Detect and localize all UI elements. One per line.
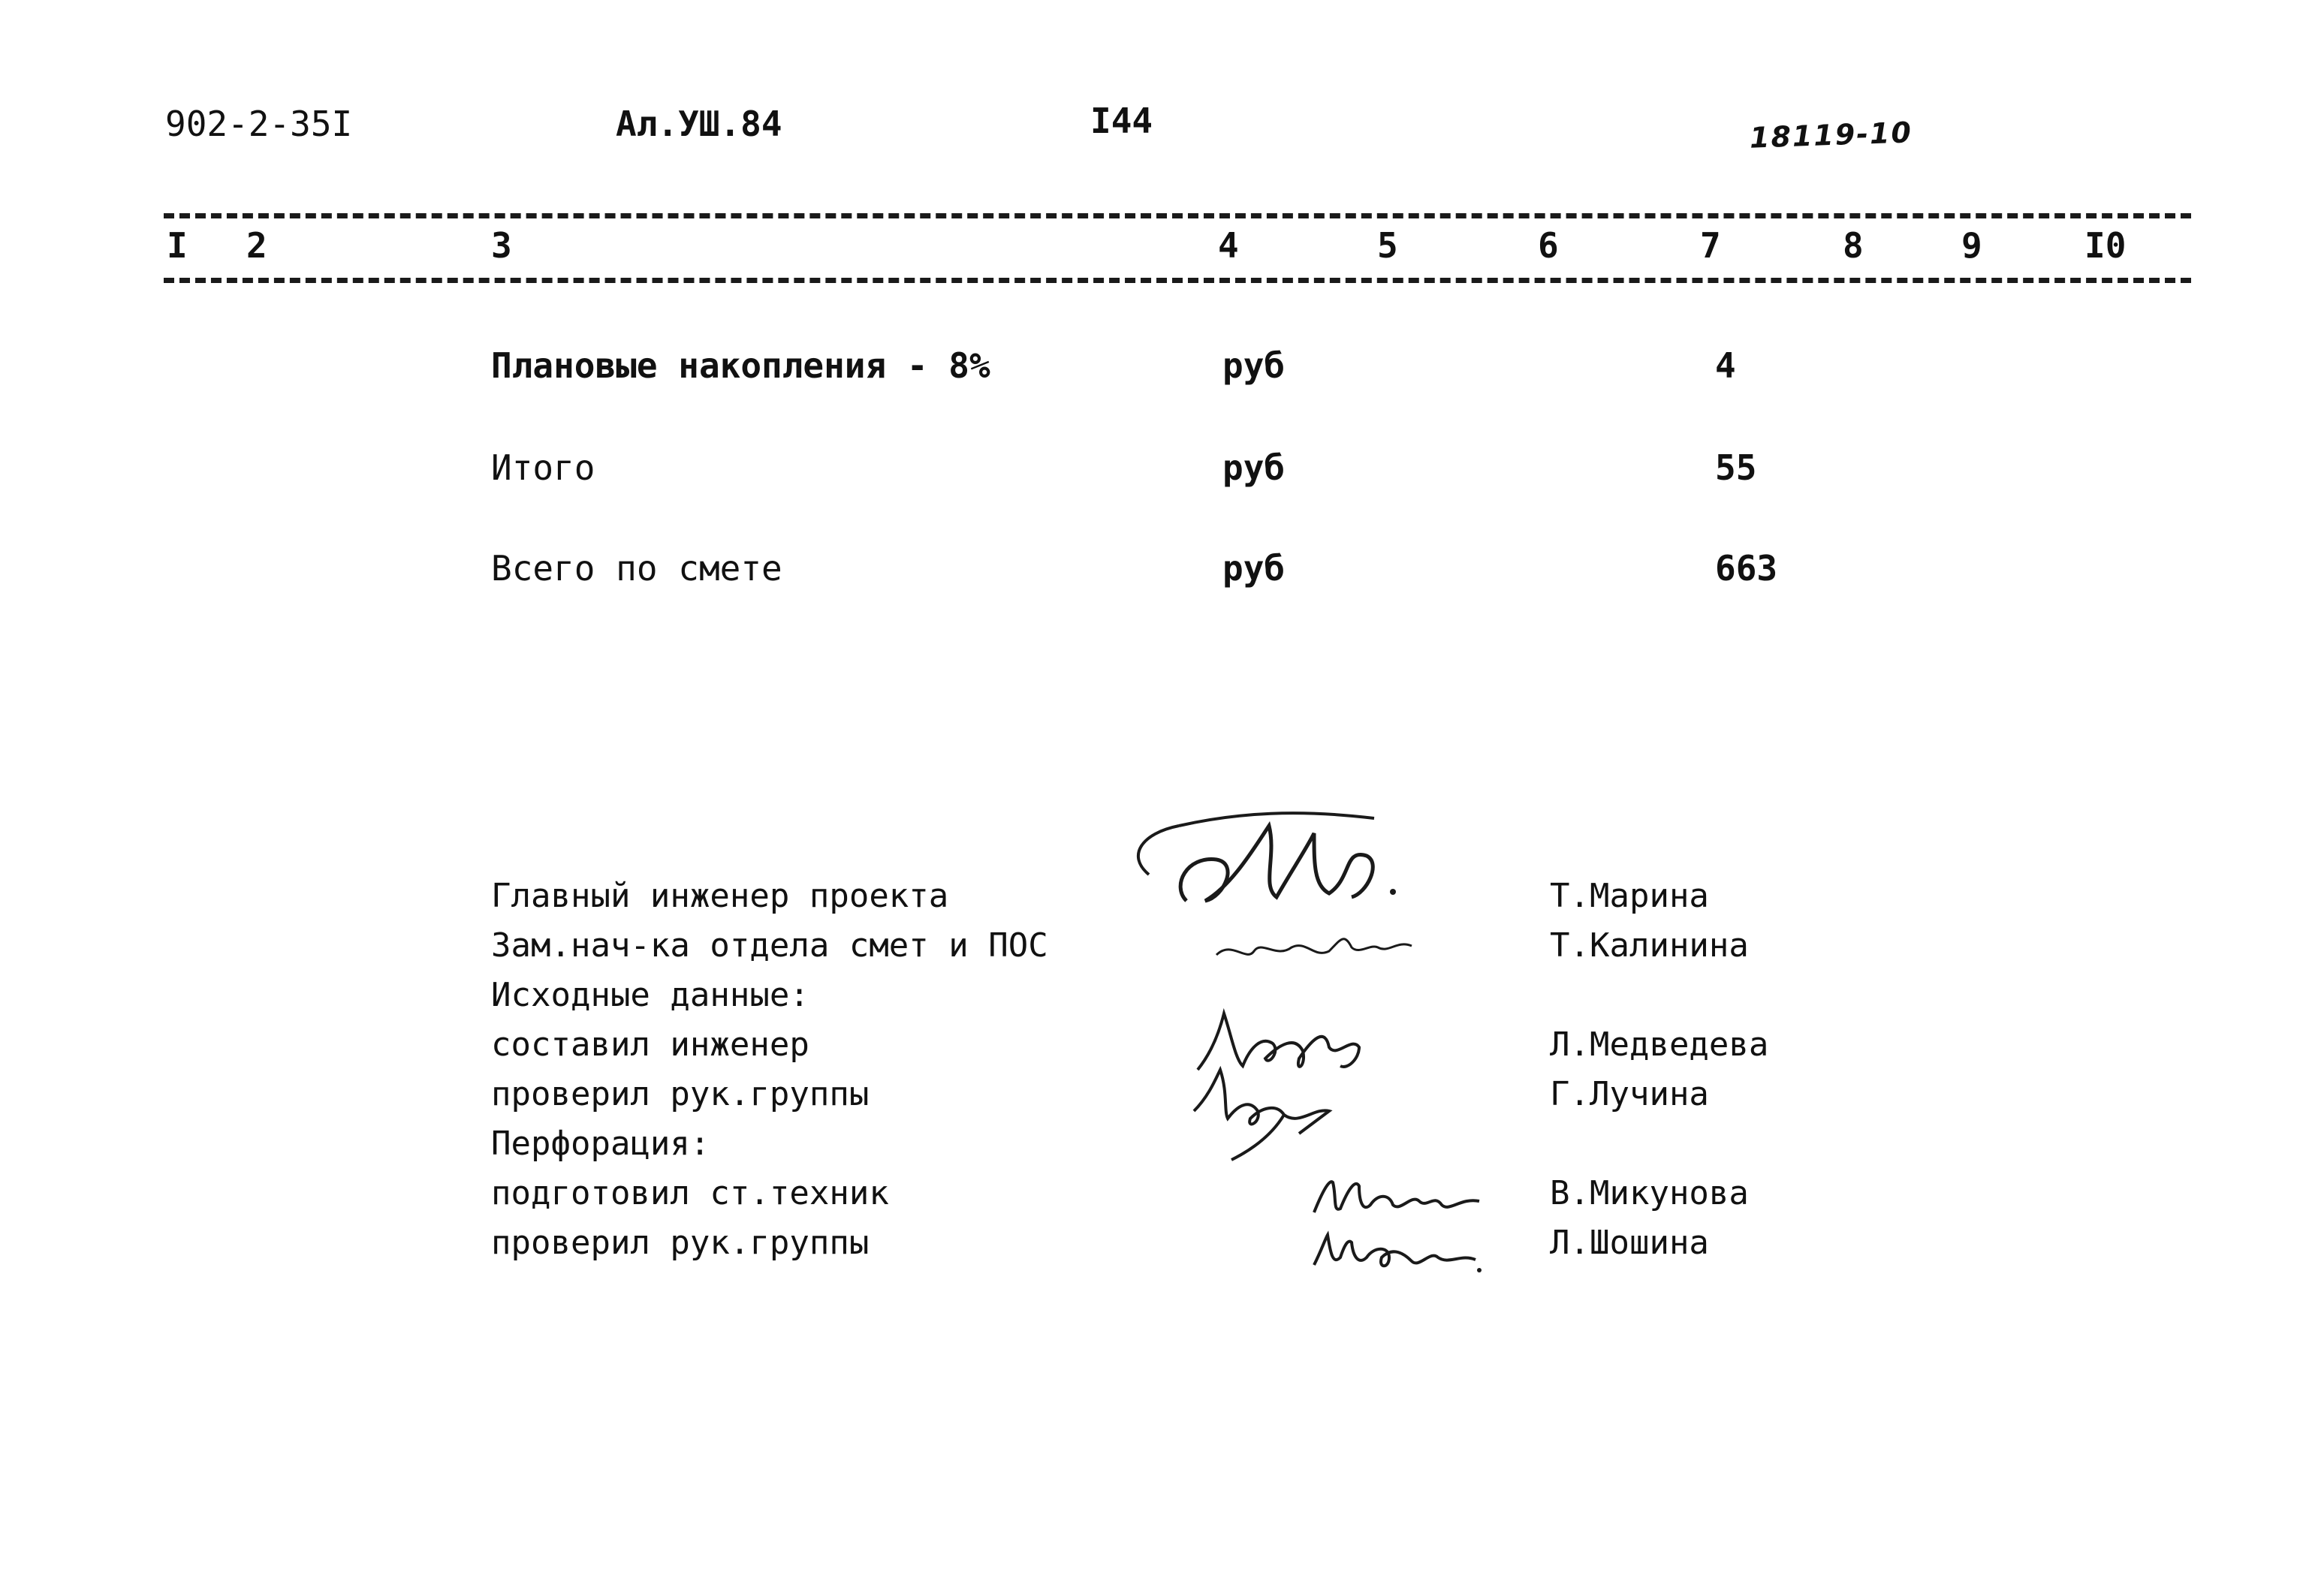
handwritten-signature-shoshina	[1307, 1224, 1487, 1276]
signature-name-marina: Т.Марина	[1550, 877, 1709, 915]
handwritten-registration-number: 18119-10	[1749, 116, 1913, 155]
signature-section-source-data: Исходные данные:	[491, 976, 809, 1014]
column-number-6: 6	[1538, 225, 1559, 266]
column-number-8: 8	[1843, 225, 1864, 266]
signature-name-shoshina: Л.Шошина	[1550, 1224, 1709, 1262]
column-number-1: I	[167, 225, 188, 266]
row-value-planned-savings: 4	[1715, 345, 1736, 386]
album-number: Ал.УШ.84	[616, 104, 782, 144]
handwritten-signature-marina	[1126, 803, 1412, 916]
signature-name-luchina: Г.Лучина	[1550, 1075, 1709, 1113]
column-number-9: 9	[1961, 225, 1982, 266]
signature-role-chief-engineer: Главный инженер проекта	[491, 877, 949, 915]
signature-name-mikunova: В.Микунова	[1550, 1174, 1749, 1212]
column-number-7: 7	[1700, 225, 1721, 266]
row-unit-total: руб	[1222, 548, 1286, 589]
signature-role-checked-by: проверил рук.группы	[491, 1075, 870, 1113]
dashed-rule-top	[164, 213, 2191, 218]
row-label-subtotal: Итого	[491, 447, 595, 488]
signature-role-deputy-head: Зам.нач-ка отдела смет и ПОС	[491, 926, 1048, 965]
page-number: I44	[1090, 101, 1153, 141]
signature-role-prepared-by: подготовил ст.техник	[491, 1174, 889, 1212]
row-value-subtotal: 55	[1715, 447, 1757, 488]
handwritten-signature-kalinina	[1209, 925, 1419, 970]
document-code: 902-2-35I	[165, 104, 353, 144]
signature-name-medvedeva: Л.Медведева	[1550, 1025, 1769, 1064]
signature-section-perforation: Перфорация:	[491, 1125, 710, 1163]
column-number-10: I0	[2084, 225, 2127, 266]
signature-role-checked-by-2: проверил рук.группы	[491, 1224, 870, 1262]
column-number-3: 3	[491, 225, 512, 266]
dashed-rule-bottom	[164, 278, 2191, 283]
handwritten-signature-luchina	[1186, 1066, 1337, 1164]
handwritten-signature-mikunova	[1307, 1171, 1487, 1224]
column-number-4: 4	[1218, 225, 1239, 266]
signature-name-kalinina: Т.Калинина	[1550, 926, 1749, 965]
row-label-total: Всего по смете	[491, 548, 782, 589]
column-number-5: 5	[1377, 225, 1398, 266]
column-number-2: 2	[246, 225, 267, 266]
row-label-planned-savings: Плановые накопления - 8%	[491, 345, 990, 386]
row-unit-subtotal: руб	[1222, 447, 1286, 488]
signature-role-compiled-by: составил инженер	[491, 1025, 809, 1064]
row-unit-planned-savings: руб	[1222, 345, 1286, 386]
row-value-total: 663	[1715, 548, 1778, 589]
